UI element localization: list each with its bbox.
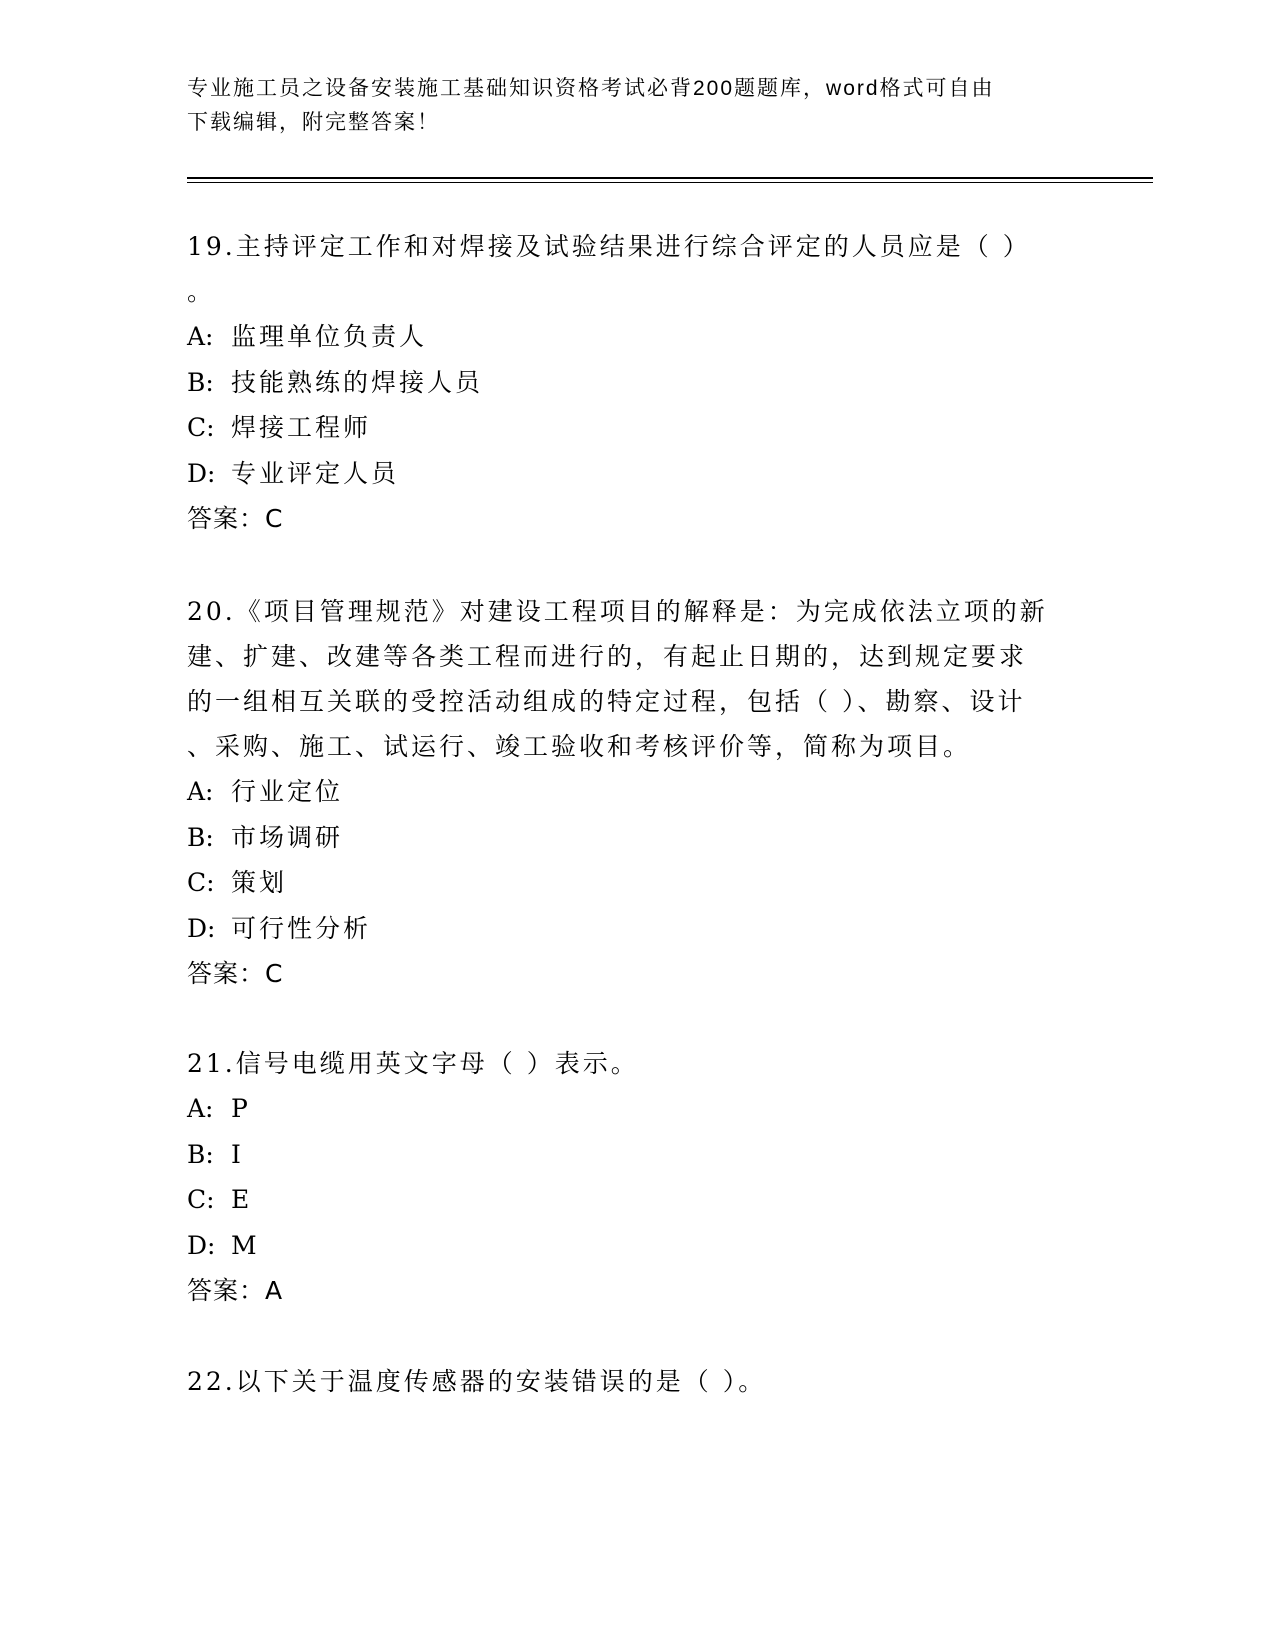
option-d bbox=[187, 1223, 1087, 1269]
option-letter: A: bbox=[187, 777, 214, 806]
stem-line: 21.信号电缆用英文字母（ ）表示。 bbox=[187, 1049, 639, 1078]
option-letter: A: bbox=[187, 322, 214, 351]
option-letter: B: bbox=[187, 1139, 214, 1169]
option-text: 专业评定人员 bbox=[231, 458, 400, 488]
option-text: M bbox=[231, 1230, 260, 1260]
option-letter: B: bbox=[187, 367, 214, 397]
option-text: 焊接工程师 bbox=[231, 413, 372, 442]
option-text: 策划 bbox=[231, 868, 288, 897]
option-c bbox=[187, 1177, 1087, 1223]
question-stem bbox=[187, 1359, 1087, 1404]
question-stem bbox=[187, 1041, 1087, 1086]
option-c bbox=[187, 860, 1087, 906]
stem-line: 的一组相互关联的受控活动组成的特定过程，包括（ ）、勘察、设计 bbox=[187, 687, 1026, 716]
stem-line: 。 bbox=[187, 277, 216, 306]
option-letter: B: bbox=[187, 822, 214, 852]
option-a bbox=[187, 1086, 1087, 1132]
option-text: 可行性分析 bbox=[231, 913, 372, 943]
option-b bbox=[187, 360, 1087, 406]
option-letter: C: bbox=[187, 413, 215, 442]
option-letter: A: bbox=[187, 1094, 214, 1123]
question-stem bbox=[187, 589, 1087, 769]
question-20 bbox=[187, 589, 1087, 996]
option-letter: D: bbox=[187, 458, 216, 488]
option-letter: D: bbox=[187, 1230, 216, 1260]
option-a bbox=[187, 769, 1087, 815]
option-text: E bbox=[231, 1185, 253, 1214]
option-text: 技能熟练的焊接人员 bbox=[231, 367, 484, 397]
question-19 bbox=[187, 224, 1087, 541]
document-header bbox=[187, 72, 1087, 140]
option-letter: D: bbox=[187, 913, 216, 943]
stem-line: 建、扩建、改建等各类工程而进行的，有起止日期的，达到规定要求 bbox=[187, 642, 1028, 671]
option-text: 监理单位负责人 bbox=[231, 322, 428, 351]
option-b bbox=[187, 1132, 1087, 1178]
answer: 答案：C bbox=[187, 959, 284, 988]
option-text: P bbox=[231, 1094, 251, 1123]
question-22 bbox=[187, 1359, 1087, 1404]
stem-line: 22.以下关于温度传感器的安装错误的是（ ）。 bbox=[187, 1367, 767, 1396]
question-stem bbox=[187, 224, 1087, 314]
option-letter: C: bbox=[187, 1185, 215, 1214]
stem-line: 、采购、施工、试运行、竣工验收和考核评价等，简称为项目。 bbox=[187, 732, 972, 761]
header-rule-thick bbox=[187, 177, 1153, 179]
option-d bbox=[187, 906, 1087, 952]
option-b bbox=[187, 815, 1087, 861]
stem-line: 19.主持评定工作和对焊接及试验结果进行综合评定的人员应是（ ） bbox=[187, 232, 1031, 261]
answer: 答案：A bbox=[187, 1276, 284, 1305]
option-text: I bbox=[231, 1139, 244, 1169]
option-c bbox=[187, 405, 1087, 451]
answer: 答案：C bbox=[187, 504, 284, 533]
option-text: 市场调研 bbox=[231, 822, 344, 852]
header-line: 下载编辑，附完整答案！ bbox=[187, 111, 440, 134]
option-a bbox=[187, 314, 1087, 360]
header-line: 专业施工员之设备安装施工基础知识资格考试必背200题题库，word格式可自由 bbox=[187, 77, 995, 100]
question-21 bbox=[187, 1041, 1087, 1313]
option-text: 行业定位 bbox=[231, 777, 344, 806]
option-letter: C: bbox=[187, 868, 215, 897]
option-d bbox=[187, 451, 1087, 497]
stem-line: 20.《项目管理规范》对建设工程项目的解释是：为完成依法立项的新 bbox=[187, 597, 1048, 626]
header-rule-thin bbox=[187, 182, 1153, 183]
